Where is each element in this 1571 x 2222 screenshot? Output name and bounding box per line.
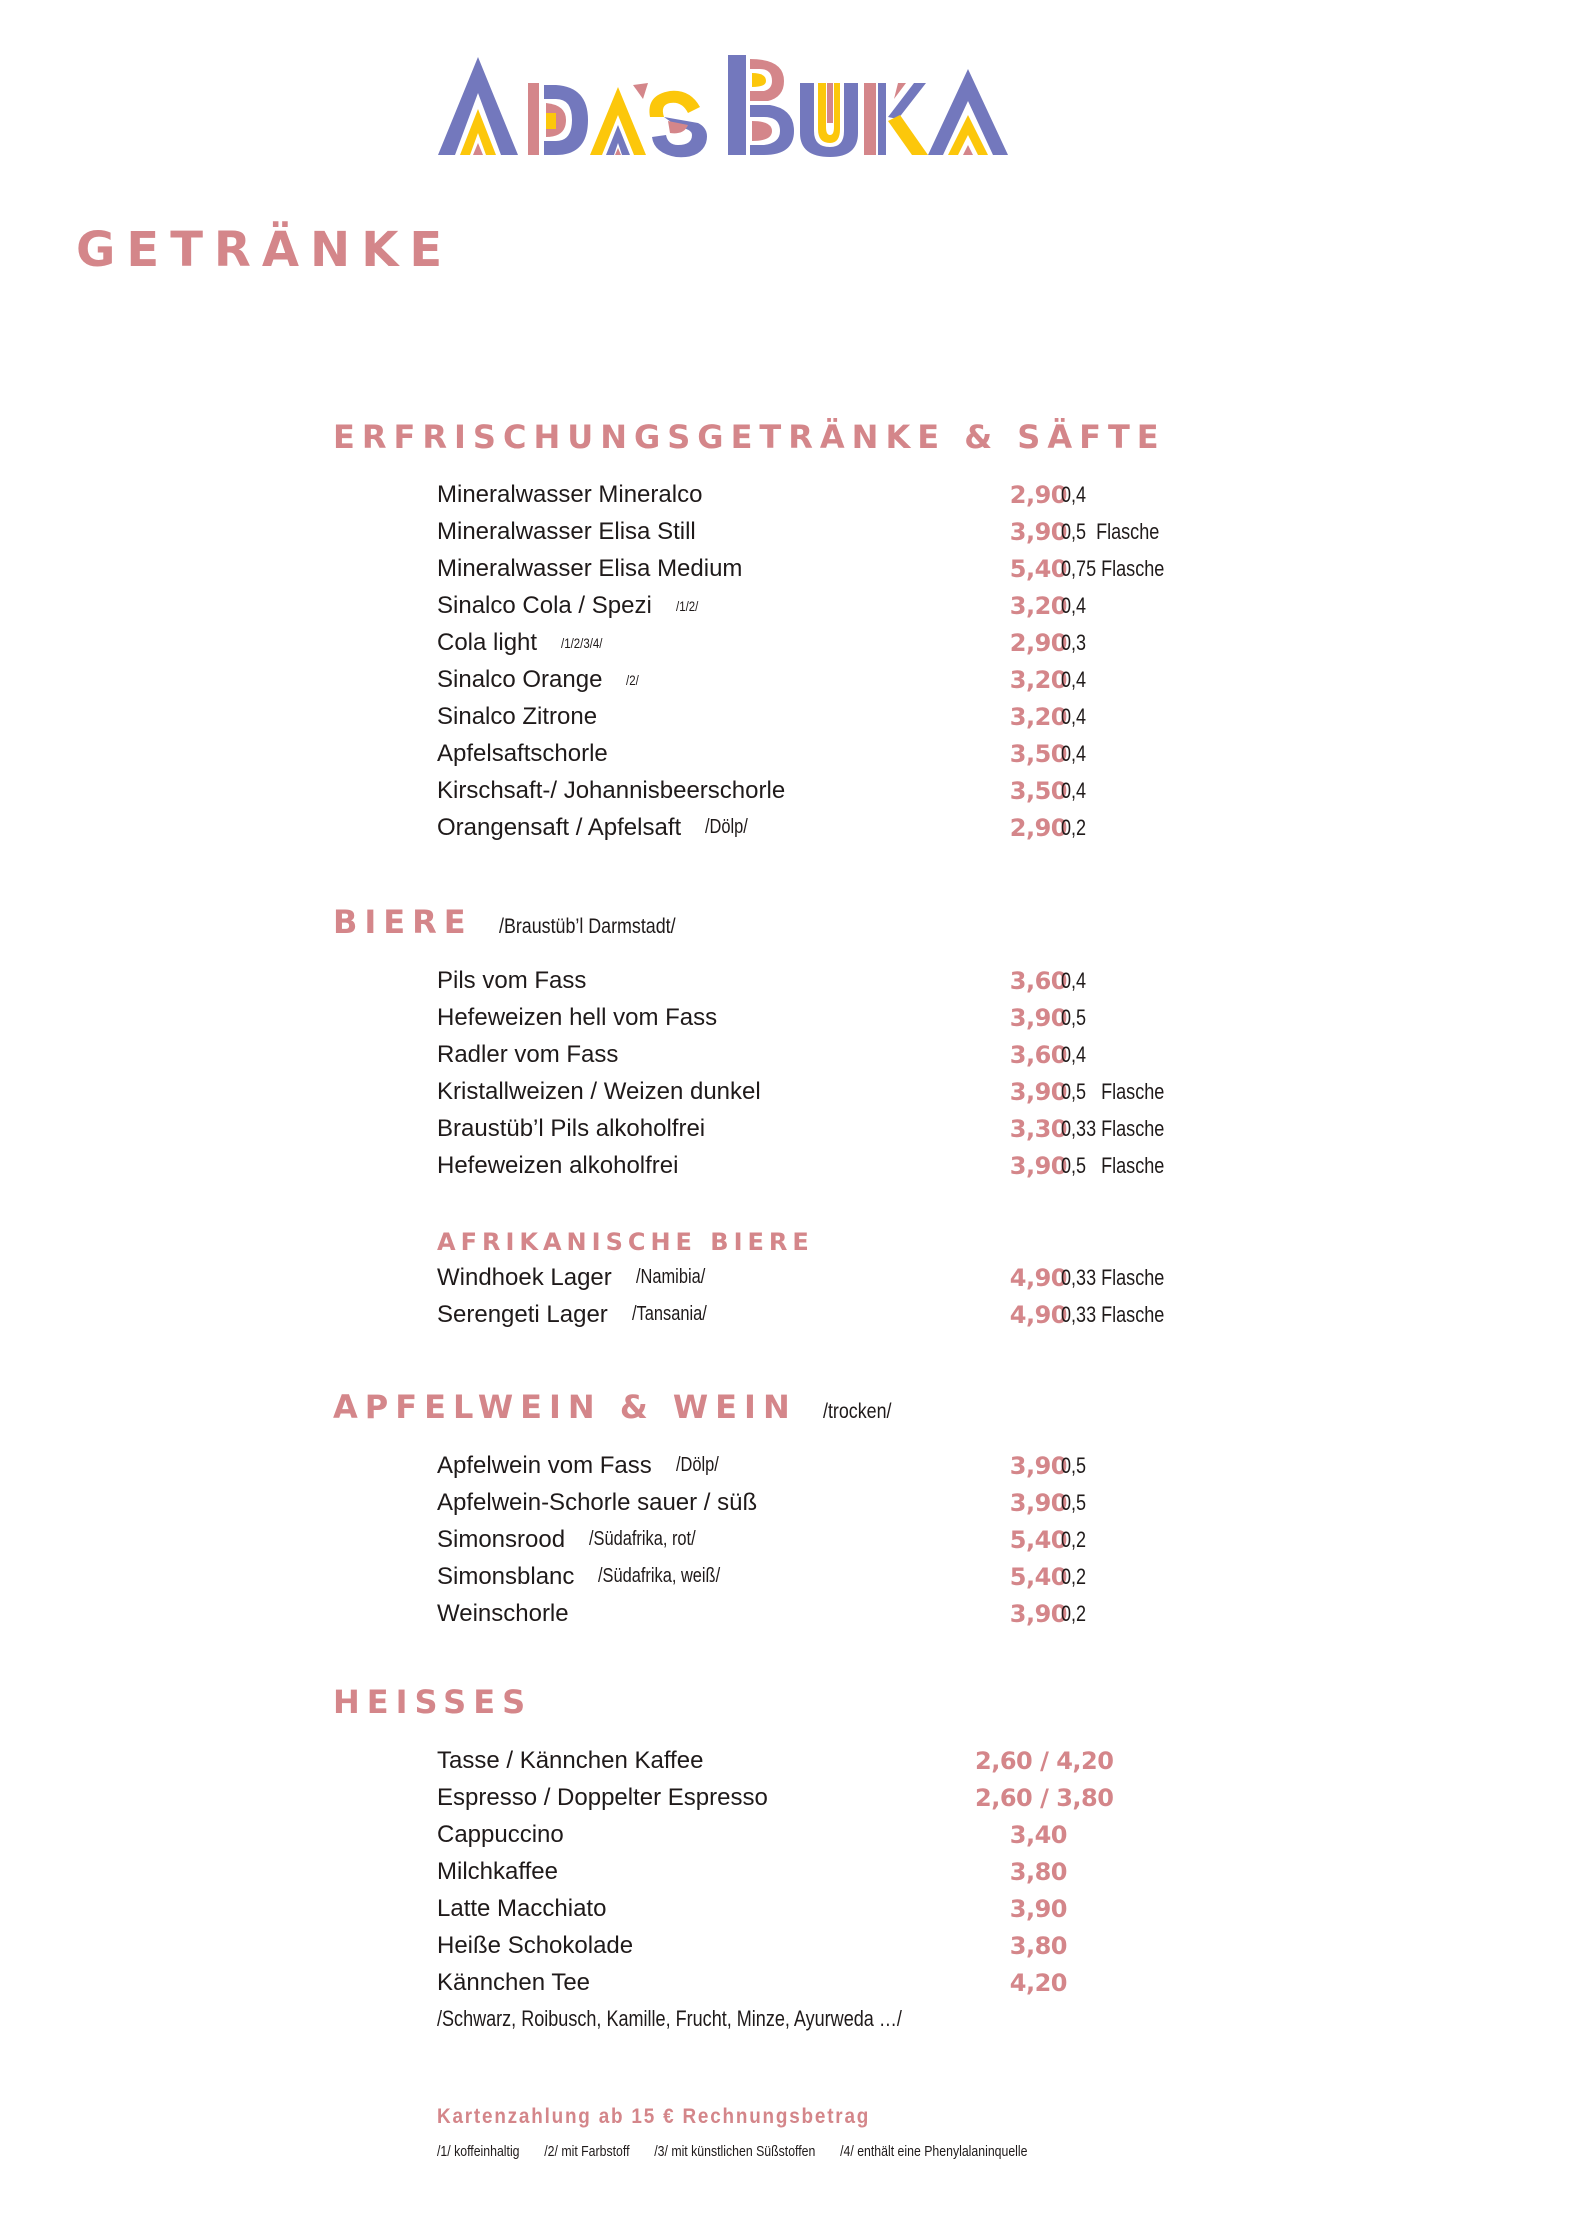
section-heading-apfelwein-wein: [333, 1388, 903, 1426]
item-price: 3,90: [1009, 1894, 1067, 1923]
item-price: 2,90: [1009, 813, 1067, 842]
menu-item: [437, 1259, 1197, 1296]
item-price: 3,30: [1009, 1114, 1067, 1143]
item-name: Windhoek Lager: [437, 1263, 612, 1291]
item-size: 0,5 Flasche: [1061, 1078, 1165, 1104]
menu-item: [437, 1779, 1197, 1816]
item-price: 3,40: [1009, 1820, 1067, 1849]
item-name: Simonsblanc: [437, 1562, 575, 1590]
item-note: /Namibia/: [635, 1266, 706, 1288]
item-size: 0,2: [1061, 1526, 1087, 1552]
item-size: 0,2: [1061, 1600, 1087, 1626]
item-price: 3,90: [1009, 517, 1067, 546]
logo-letter-u: [800, 83, 858, 157]
footnote-4: /4/ enthält eine Phenylalaninquelle: [840, 2143, 1028, 2160]
item-name: Serengeti Lager: [437, 1300, 608, 1328]
item-price: 2,90: [1009, 628, 1067, 657]
item-name: Mineralwasser Elisa Medium: [437, 554, 743, 582]
item-size: 0,5: [1061, 1452, 1087, 1478]
item-price: 3,90: [1009, 1003, 1067, 1032]
item-note: /1/2/3/4/: [561, 634, 603, 651]
menu-item: [437, 1742, 1197, 1779]
item-name: Mineralwasser Mineralco: [437, 480, 703, 508]
item-price: 3,80: [1009, 1857, 1067, 1886]
item-note: /Tansania/: [631, 1303, 707, 1325]
menu-item: [437, 1890, 1197, 1927]
menu-item: [437, 698, 1197, 735]
menu-item: [437, 1036, 1197, 1073]
logo-apostrophe: [633, 83, 648, 99]
item-name: Mineralwasser Elisa Still: [437, 517, 696, 545]
item-name: Sinalco Cola / Spezi: [437, 591, 652, 619]
item-name: Milchkaffee: [437, 1857, 558, 1885]
menu-item: [437, 624, 1197, 661]
item-size: 0,5 Flasche: [1061, 1152, 1165, 1178]
item-size: 0,2: [1061, 1563, 1087, 1589]
item-name: Radler vom Fass: [437, 1040, 619, 1068]
logo-letter-a-last: [928, 69, 1008, 155]
item-size: 0,5: [1061, 1004, 1087, 1030]
item-price: 3,90: [1009, 1151, 1067, 1180]
item-name: Hefeweizen alkoholfrei: [437, 1151, 679, 1179]
item-size: 0,4: [1061, 1041, 1087, 1067]
item-name: Apfelwein-Schorle sauer / süß: [437, 1488, 758, 1516]
item-price: 3,90: [1009, 1077, 1067, 1106]
item-price: 3,90: [1009, 1599, 1067, 1628]
item-price: 3,50: [1009, 776, 1067, 805]
section-heading-heisses: [333, 1683, 532, 1721]
page-title: GETRÄNKE: [76, 222, 454, 278]
item-price: 2,90: [1009, 480, 1067, 509]
item-name: Orangensaft / Apfelsaft: [437, 813, 682, 841]
item-price: 3,90: [1009, 1451, 1067, 1480]
menu-item: [437, 1558, 1197, 1595]
menu-item: [437, 1073, 1197, 1110]
menu-item: [437, 1853, 1197, 1890]
item-price: 3,50: [1009, 739, 1067, 768]
footnote-1: /1/ koffeinhaltig: [437, 2143, 520, 2160]
item-name: Simonsrood: [437, 1525, 566, 1553]
section-heading-afrikanische-biere: [437, 1228, 814, 1256]
item-name: Cola light: [437, 628, 538, 656]
item-size: 0,4: [1061, 740, 1087, 766]
item-note: /Südafrika, weiß/: [598, 1565, 721, 1587]
menu-item: [437, 1521, 1197, 1558]
item-name: Heiße Schokolade: [437, 1931, 634, 1959]
item-name: Tasse / Kännchen Kaffee: [437, 1746, 704, 1774]
item-size: 0,4: [1061, 967, 1087, 993]
menu-item: [437, 550, 1197, 587]
item-name: Pils vom Fass: [437, 966, 587, 994]
item-size: 0,4: [1061, 481, 1087, 507]
menu-item: [437, 1595, 1197, 1632]
menu-item: [437, 999, 1197, 1036]
section-title: HEISSES: [333, 1683, 533, 1721]
item-size: 0,4: [1061, 777, 1087, 803]
logo-letter-k: [864, 83, 928, 155]
ada-s-buka-logo: [438, 55, 1098, 160]
menu-item: [437, 772, 1197, 809]
logo-letter-a-small: [590, 87, 646, 155]
item-price: 4,20: [1009, 1968, 1067, 1997]
item-name: Hefeweizen hell vom Fass: [437, 1003, 718, 1031]
item-name: Apfelwein vom Fass: [437, 1451, 652, 1479]
item-note: /Dölp/: [675, 1454, 719, 1476]
menu-item: [437, 1964, 1197, 2001]
menu-item: [437, 476, 1197, 513]
card-payment-note: Kartenzahlung ab 15 € Rechnungsbetrag: [437, 2105, 871, 2128]
item-size: 0,33 Flasche: [1061, 1264, 1165, 1290]
menu-item: [437, 735, 1197, 772]
menu-item: [437, 587, 1197, 624]
item-name: Braustüb’l Pils alkoholfrei: [437, 1114, 706, 1142]
item-size: 0,3: [1061, 629, 1087, 655]
logo-letter-d: [528, 83, 588, 155]
item-note: /2/: [626, 671, 640, 688]
item-size: 0,33 Flasche: [1061, 1301, 1165, 1327]
item-price: 3,20: [1009, 702, 1067, 731]
logo-letter-b: [728, 55, 794, 155]
item-size: 0,75 Flasche: [1061, 555, 1165, 581]
item-name: Apfelsaftschorle: [437, 739, 608, 767]
item-price: 4,90: [1009, 1300, 1067, 1329]
item-size: 0,2: [1061, 814, 1087, 840]
item-size: 0,4: [1061, 592, 1087, 618]
item-price: 2,60 / 4,20: [975, 1746, 1114, 1775]
section-title: BIERE: [333, 903, 473, 941]
section-heading-biere: [333, 903, 706, 941]
item-size: 0,4: [1061, 703, 1087, 729]
item-price: 3,60: [1009, 1040, 1067, 1069]
menu-item: [437, 1484, 1197, 1521]
item-name: Kännchen Tee: [437, 1968, 591, 1996]
item-size: 0,4: [1061, 666, 1087, 692]
item-name: Sinalco Orange: [437, 665, 603, 693]
item-price: 3,80: [1009, 1931, 1067, 1960]
item-name: Kirschsaft-/ Johannisbeerschorle: [437, 776, 786, 804]
section-heading-erfrischungsgetraenke: [333, 418, 1166, 456]
menu-item: [437, 962, 1197, 999]
menu-item: [437, 1147, 1197, 1184]
tea-varieties-note: /Schwarz, Roibusch, Kamille, Frucht, Minze, Ayurweda …/: [437, 2006, 902, 2031]
logo-letter-s: [649, 91, 707, 157]
menu-item: [437, 809, 1197, 846]
section-note: /Braustüb’l Darmstadt/: [498, 915, 676, 938]
footnote-3: /3/ mit künstlichen Süßstoffen: [654, 2143, 816, 2160]
item-name: Kristallweizen / Weizen dunkel: [437, 1077, 761, 1105]
item-price: 3,20: [1009, 591, 1067, 620]
menu-item: [437, 661, 1197, 698]
item-price: 4,90: [1009, 1263, 1067, 1292]
menu-item: [437, 513, 1197, 550]
menu-item: [437, 1296, 1197, 1333]
section-title: ERFRISCHUNGSGETRÄNKE & SÄFTE: [333, 418, 1166, 456]
section-note: /trocken/: [822, 1400, 892, 1423]
section-title: AFRIKANISCHE BIERE: [437, 1228, 814, 1256]
menu-item: [437, 1927, 1197, 1964]
item-note: /Dölp/: [705, 816, 749, 838]
logo-letter-a: [438, 57, 518, 155]
item-size: 0,5 Flasche: [1061, 518, 1160, 544]
item-name: Latte Macchiato: [437, 1894, 607, 1922]
item-price: 3,90: [1009, 1488, 1067, 1517]
item-price: 5,40: [1009, 554, 1067, 583]
item-price: 2,60 / 3,80: [975, 1783, 1114, 1812]
footnotes: [437, 2143, 1049, 2160]
item-name: Espresso / Doppelter Espresso: [437, 1783, 768, 1811]
item-note: /Südafrika, rot/: [589, 1528, 696, 1550]
item-note: /1/2/: [675, 597, 699, 614]
section-title: APFELWEIN & WEIN: [333, 1388, 797, 1426]
item-name: Weinschorle: [437, 1599, 569, 1627]
menu-item: [437, 1447, 1197, 1484]
item-name: Cappuccino: [437, 1820, 564, 1848]
menu-item: [437, 1816, 1197, 1853]
item-size: 0,33 Flasche: [1061, 1115, 1165, 1141]
item-price: 3,60: [1009, 966, 1067, 995]
footnote-2: /2/ mit Farbstoff: [544, 2143, 630, 2160]
item-price: 3,20: [1009, 665, 1067, 694]
item-price: 5,40: [1009, 1525, 1067, 1554]
item-size: 0,5: [1061, 1489, 1087, 1515]
item-name: Sinalco Zitrone: [437, 702, 598, 730]
menu-item: [437, 1110, 1197, 1147]
item-price: 5,40: [1009, 1562, 1067, 1591]
